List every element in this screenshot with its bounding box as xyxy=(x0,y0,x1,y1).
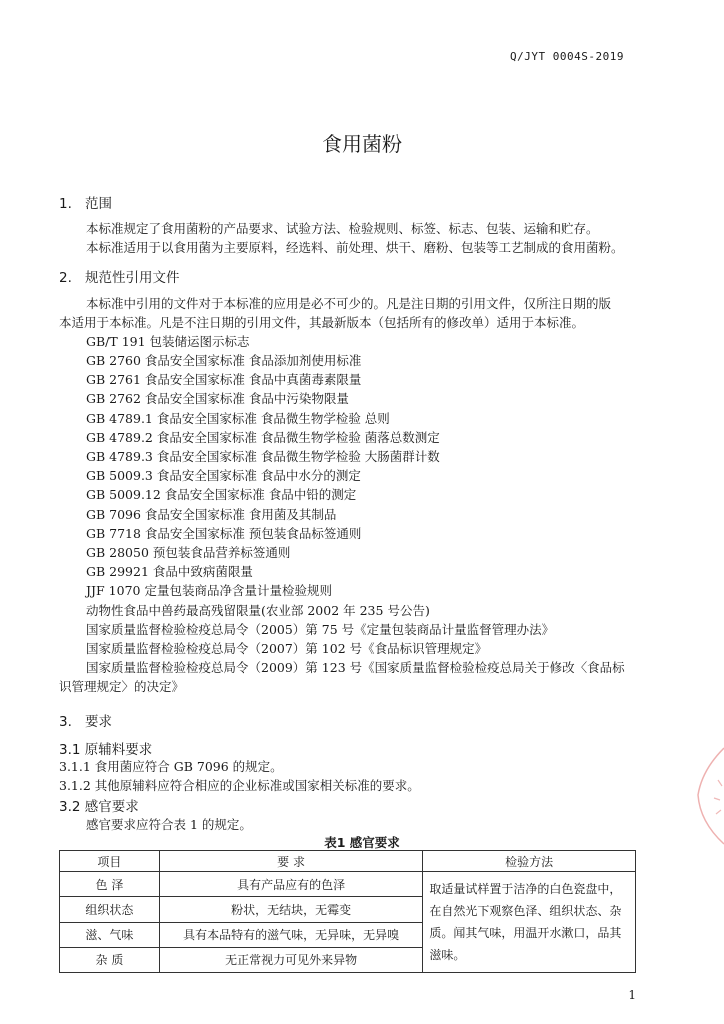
sensory-requirements-table xyxy=(59,850,636,973)
table-header-row xyxy=(60,851,636,872)
reference-item: GB 4789.1 食品安全国家标准 食品微生物学检验 总则 xyxy=(86,411,390,426)
table-row xyxy=(60,872,636,897)
subsection-3-2-heading: 3.2 感官要求 xyxy=(59,799,139,815)
section-2-intro: 本标准中引用的文件对于本标准的应用是必不可少的。凡是注日期的引用文件，仅所注日期的版 xyxy=(86,296,612,311)
table-cell-item: 杂 质 xyxy=(60,947,160,972)
section-2-heading xyxy=(59,266,180,286)
table-cell-method: 取适量试样置于洁净的白色瓷盘中，在自然光下观察色泽、组织状态、杂质。闻其气味，用温开水漱口，品其滋味。 xyxy=(423,872,636,973)
reference-item: 国家质量监督检验检疫总局令（2007）第 102 号《食品标识管理规定》 xyxy=(86,641,488,656)
section-1-paragraph: 本标准适用于以食用菌为主要原料，经选料、前处理、烘干、磨粉、包装等工艺制成的食用菌粉。 xyxy=(86,240,624,255)
standard-code: Q/JYT 0004S-2019 xyxy=(510,50,624,63)
section-3-heading xyxy=(59,710,112,730)
table-cell-item: 色 泽 xyxy=(60,872,160,897)
table-caption: 表1 感官要求 xyxy=(324,835,400,850)
table-cell-item: 组织状态 xyxy=(60,897,160,922)
section-1-number: 1. xyxy=(59,196,72,212)
subsection-item: 3.1.2 其他原辅料应符合相应的企业标准或国家相关标准的要求。 xyxy=(59,778,420,793)
reference-item: 国家质量监督检验检疫总局令（2009）第 123 号《国家质量监督检验检疫总局关于修改〈食品标 xyxy=(86,660,625,675)
section-3-title: 要求 xyxy=(85,714,112,730)
reference-item: GB 29921 食品中致病菌限量 xyxy=(86,564,253,579)
table-cell-item: 滋、气味 xyxy=(60,922,160,947)
reference-item: GB 2762 食品安全国家标准 食品中污染物限量 xyxy=(86,391,349,406)
section-1-heading xyxy=(59,192,112,212)
section-2-title: 规范性引用文件 xyxy=(85,270,180,286)
seal-stamp-fragment xyxy=(684,740,724,850)
reference-item: GB 4789.2 食品安全国家标准 食品微生物学检验 菌落总数测定 xyxy=(86,430,440,445)
section-1-paragraph: 本标准规定了食用菌粉的产品要求、试验方法、检验规则、标签、标志、包装、运输和贮存。 xyxy=(86,221,599,236)
table-cell-requirement: 粉状，无结块，无霉变 xyxy=(159,897,423,922)
reference-item-continued: 识管理规定〉的决定》 xyxy=(59,679,185,694)
reference-item: GB 5009.12 食品安全国家标准 食品中铅的测定 xyxy=(86,487,357,502)
reference-item: GB 28050 预包装食品营养标签通则 xyxy=(86,545,291,560)
document-title: 食用菌粉 xyxy=(322,132,402,156)
reference-item: 动物性食品中兽药最高残留限量(农业部 2002 年 235 号公告) xyxy=(86,603,430,618)
section-1-title: 范围 xyxy=(85,196,112,212)
table-cell-requirement: 具有本品特有的滋气味，无异味，无异嗅 xyxy=(159,922,423,947)
reference-item: GB 2761 食品安全国家标准 食品中真菌毒素限量 xyxy=(86,372,362,387)
subsection-3-1-heading: 3.1 原辅料要求 xyxy=(59,742,153,758)
reference-item: GB 7096 食品安全国家标准 食用菌及其制品 xyxy=(86,507,337,522)
table-header-cell: 检验方法 xyxy=(423,851,636,872)
table-cell-requirement: 无正常视力可见外来异物 xyxy=(159,947,423,972)
reference-item: GB 4789.3 食品安全国家标准 食品微生物学检验 大肠菌群计数 xyxy=(86,449,440,464)
section-2-number: 2. xyxy=(59,270,72,286)
reference-item: GB/T 191 包装储运图示标志 xyxy=(86,334,250,349)
page-number: 1 xyxy=(628,988,636,1002)
table-header-cell: 要 求 xyxy=(159,851,423,872)
reference-item: JJF 1070 定量包装商品净含量计量检验规则 xyxy=(86,583,332,598)
reference-item: GB 7718 食品安全国家标准 预包装食品标签通则 xyxy=(86,526,362,541)
section-3-number: 3. xyxy=(59,714,72,730)
table-cell-requirement: 具有产品应有的色泽 xyxy=(159,872,423,897)
reference-item: 国家质量监督检验检疫总局令（2005）第 75 号《定量包装商品计量监督管理办法》 xyxy=(86,622,555,637)
subsection-item: 3.1.1 食用菌应符合 GB 7096 的规定。 xyxy=(59,759,283,774)
reference-item: GB 2760 食品安全国家标准 食品添加剂使用标准 xyxy=(86,353,362,368)
subsection-text: 感官要求应符合表 1 的规定。 xyxy=(86,817,252,832)
section-2-intro: 本适用于本标准。凡是不注日期的引用文件，其最新版本（包括所有的修改单）适用于本标准。 xyxy=(59,315,585,330)
reference-item: GB 5009.3 食品安全国家标准 食品中水分的测定 xyxy=(86,468,361,483)
table-header-cell: 项目 xyxy=(60,851,160,872)
